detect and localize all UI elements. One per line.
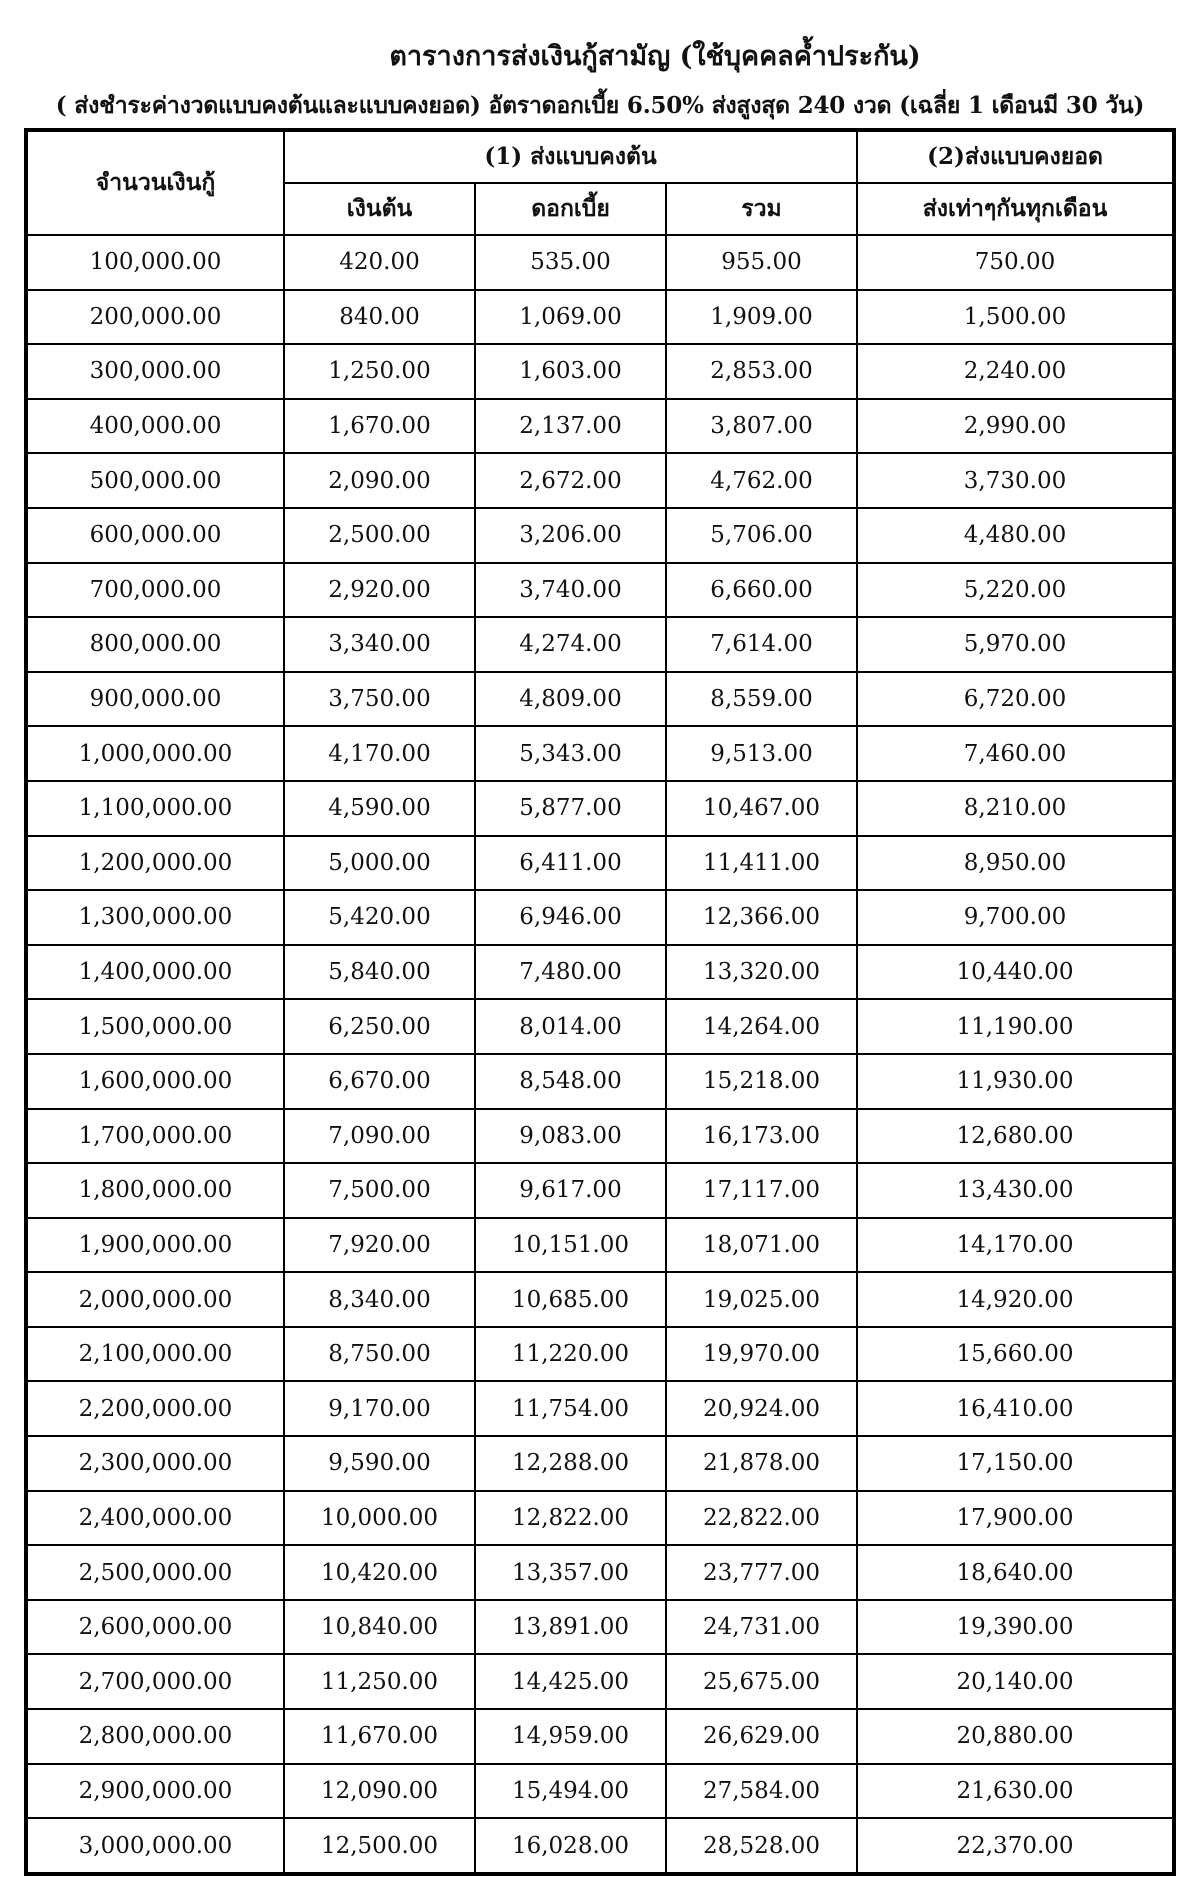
cell-equal-monthly: 8,950.00 — [857, 836, 1174, 891]
table-row — [26, 1436, 1174, 1491]
table-row — [26, 563, 1174, 618]
table-row — [26, 399, 1174, 454]
cell-amount: 2,000,000.00 — [26, 1272, 284, 1327]
cell-principal: 10,000.00 — [284, 1491, 475, 1546]
cell-equal-monthly: 12,680.00 — [857, 1109, 1174, 1164]
cell-total: 28,528.00 — [666, 1818, 857, 1874]
cell-total: 3,807.00 — [666, 399, 857, 454]
cell-amount: 2,100,000.00 — [26, 1327, 284, 1382]
cell-interest: 12,288.00 — [475, 1436, 666, 1491]
cell-amount: 800,000.00 — [26, 617, 284, 672]
cell-interest: 10,151.00 — [475, 1218, 666, 1273]
cell-equal-monthly: 9,700.00 — [857, 890, 1174, 945]
cell-interest: 5,343.00 — [475, 726, 666, 781]
table-header — [26, 130, 1174, 235]
cell-total: 6,660.00 — [666, 563, 857, 618]
cell-equal-monthly: 1,500.00 — [857, 290, 1174, 345]
cell-principal: 9,170.00 — [284, 1381, 475, 1436]
cell-equal-monthly: 17,150.00 — [857, 1436, 1174, 1491]
cell-amount: 2,300,000.00 — [26, 1436, 284, 1491]
cell-equal-monthly: 2,990.00 — [857, 399, 1174, 454]
cell-principal: 1,670.00 — [284, 399, 475, 454]
cell-amount: 1,500,000.00 — [26, 999, 284, 1054]
cell-interest: 4,274.00 — [475, 617, 666, 672]
cell-total: 7,614.00 — [666, 617, 857, 672]
cell-equal-monthly: 15,660.00 — [857, 1327, 1174, 1382]
cell-equal-monthly: 14,920.00 — [857, 1272, 1174, 1327]
cell-total: 13,320.00 — [666, 945, 857, 1000]
cell-equal-monthly: 2,240.00 — [857, 344, 1174, 399]
cell-equal-monthly: 11,190.00 — [857, 999, 1174, 1054]
cell-amount: 1,000,000.00 — [26, 726, 284, 781]
cell-amount: 2,200,000.00 — [26, 1381, 284, 1436]
cell-amount: 1,400,000.00 — [26, 945, 284, 1000]
cell-interest: 8,548.00 — [475, 1054, 666, 1109]
table-row — [26, 672, 1174, 727]
cell-amount: 2,600,000.00 — [26, 1600, 284, 1655]
cell-equal-monthly: 19,390.00 — [857, 1600, 1174, 1655]
cell-total: 1,909.00 — [666, 290, 857, 345]
table-row — [26, 508, 1174, 563]
cell-equal-monthly: 22,370.00 — [857, 1818, 1174, 1874]
cell-total: 4,762.00 — [666, 453, 857, 508]
cell-equal-monthly: 5,970.00 — [857, 617, 1174, 672]
table-body — [26, 235, 1174, 1874]
cell-total: 15,218.00 — [666, 1054, 857, 1109]
table-row — [26, 344, 1174, 399]
cell-interest: 7,480.00 — [475, 945, 666, 1000]
cell-equal-monthly: 14,170.00 — [857, 1218, 1174, 1273]
cell-amount: 600,000.00 — [26, 508, 284, 563]
header-amount: จำนวนเงินกู้ — [26, 130, 284, 235]
cell-interest: 8,014.00 — [475, 999, 666, 1054]
page-title: ตารางการส่งเงินกู้สามัญ (ใช้บุคคลค้ำประกัน) — [389, 41, 921, 72]
cell-total: 18,071.00 — [666, 1218, 857, 1273]
cell-equal-monthly: 8,210.00 — [857, 781, 1174, 836]
cell-total: 19,970.00 — [666, 1327, 857, 1382]
table-row — [26, 945, 1174, 1000]
cell-total: 23,777.00 — [666, 1545, 857, 1600]
cell-principal: 5,840.00 — [284, 945, 475, 1000]
cell-amount: 200,000.00 — [26, 290, 284, 345]
cell-principal: 11,250.00 — [284, 1654, 475, 1709]
cell-total: 27,584.00 — [666, 1764, 857, 1819]
cell-interest: 14,425.00 — [475, 1654, 666, 1709]
cell-principal: 6,250.00 — [284, 999, 475, 1054]
table-row — [26, 1764, 1174, 1819]
cell-principal: 5,420.00 — [284, 890, 475, 945]
header-group-fixed-installment: (2)ส่งแบบคงยอด — [857, 130, 1174, 183]
cell-interest: 5,877.00 — [475, 781, 666, 836]
table-row — [26, 1163, 1174, 1218]
cell-interest: 11,220.00 — [475, 1327, 666, 1382]
cell-principal: 7,500.00 — [284, 1163, 475, 1218]
table-row — [26, 1654, 1174, 1709]
cell-equal-monthly: 3,730.00 — [857, 453, 1174, 508]
table-row — [26, 999, 1174, 1054]
cell-amount: 2,700,000.00 — [26, 1654, 284, 1709]
cell-principal: 1,250.00 — [284, 344, 475, 399]
cell-interest: 6,411.00 — [475, 836, 666, 891]
cell-principal: 10,840.00 — [284, 1600, 475, 1655]
cell-interest: 12,822.00 — [475, 1491, 666, 1546]
table-row — [26, 1218, 1174, 1273]
cell-principal: 7,920.00 — [284, 1218, 475, 1273]
cell-interest: 14,959.00 — [475, 1709, 666, 1764]
cell-principal: 3,750.00 — [284, 672, 475, 727]
cell-interest: 13,891.00 — [475, 1600, 666, 1655]
cell-equal-monthly: 20,140.00 — [857, 1654, 1174, 1709]
cell-equal-monthly: 21,630.00 — [857, 1764, 1174, 1819]
cell-interest: 10,685.00 — [475, 1272, 666, 1327]
table-row — [26, 1545, 1174, 1600]
cell-equal-monthly: 17,900.00 — [857, 1491, 1174, 1546]
cell-total: 21,878.00 — [666, 1436, 857, 1491]
table-row — [26, 453, 1174, 508]
cell-total: 5,706.00 — [666, 508, 857, 563]
cell-principal: 2,500.00 — [284, 508, 475, 563]
header-equal-monthly: ส่งเท่าๆกันทุกเดือน — [857, 183, 1174, 235]
cell-interest: 535.00 — [475, 235, 666, 290]
cell-total: 19,025.00 — [666, 1272, 857, 1327]
cell-interest: 6,946.00 — [475, 890, 666, 945]
cell-total: 16,173.00 — [666, 1109, 857, 1164]
table-row — [26, 235, 1174, 290]
cell-amount: 1,900,000.00 — [26, 1218, 284, 1273]
cell-total: 22,822.00 — [666, 1491, 857, 1546]
cell-equal-monthly: 16,410.00 — [857, 1381, 1174, 1436]
cell-total: 955.00 — [666, 235, 857, 290]
cell-amount: 2,400,000.00 — [26, 1491, 284, 1546]
page-subtitle: ( ส่งชำระค่างวดแบบคงต้นและแบบคงยอด) อัตราดอกเบี้ย 6.50% ส่งสูงสุด 240 งวด (เฉลี่ย 1 เดือนมี 30 วัน) — [55, 92, 1145, 119]
cell-equal-monthly: 20,880.00 — [857, 1709, 1174, 1764]
cell-amount: 300,000.00 — [26, 344, 284, 399]
cell-principal: 5,000.00 — [284, 836, 475, 891]
table-row — [26, 1054, 1174, 1109]
header-total: รวม — [666, 183, 857, 235]
cell-amount: 3,000,000.00 — [26, 1818, 284, 1874]
table-row — [26, 1709, 1174, 1764]
cell-principal: 8,340.00 — [284, 1272, 475, 1327]
cell-principal: 11,670.00 — [284, 1709, 475, 1764]
cell-principal: 4,170.00 — [284, 726, 475, 781]
cell-principal: 2,090.00 — [284, 453, 475, 508]
table-row — [26, 1818, 1174, 1874]
cell-interest: 2,672.00 — [475, 453, 666, 508]
cell-total: 9,513.00 — [666, 726, 857, 781]
cell-amount: 2,500,000.00 — [26, 1545, 284, 1600]
table-row — [26, 617, 1174, 672]
table-row — [26, 1272, 1174, 1327]
cell-equal-monthly: 10,440.00 — [857, 945, 1174, 1000]
cell-interest: 2,137.00 — [475, 399, 666, 454]
table-row — [26, 1491, 1174, 1546]
table-row — [26, 290, 1174, 345]
cell-equal-monthly: 18,640.00 — [857, 1545, 1174, 1600]
table-row — [26, 1109, 1174, 1164]
cell-total: 8,559.00 — [666, 672, 857, 727]
cell-total: 24,731.00 — [666, 1600, 857, 1655]
cell-principal: 6,670.00 — [284, 1054, 475, 1109]
table-row — [26, 726, 1174, 781]
cell-amount: 900,000.00 — [26, 672, 284, 727]
cell-interest: 3,740.00 — [475, 563, 666, 618]
cell-principal: 840.00 — [284, 290, 475, 345]
cell-interest: 9,617.00 — [475, 1163, 666, 1218]
cell-principal: 2,920.00 — [284, 563, 475, 618]
cell-amount: 1,100,000.00 — [26, 781, 284, 836]
cell-amount: 1,200,000.00 — [26, 836, 284, 891]
cell-total: 12,366.00 — [666, 890, 857, 945]
cell-equal-monthly: 6,720.00 — [857, 672, 1174, 727]
cell-equal-monthly: 7,460.00 — [857, 726, 1174, 781]
cell-amount: 400,000.00 — [26, 399, 284, 454]
cell-total: 10,467.00 — [666, 781, 857, 836]
cell-principal: 9,590.00 — [284, 1436, 475, 1491]
table-row — [26, 781, 1174, 836]
cell-total: 11,411.00 — [666, 836, 857, 891]
cell-total: 14,264.00 — [666, 999, 857, 1054]
cell-total: 26,629.00 — [666, 1709, 857, 1764]
cell-principal: 7,090.00 — [284, 1109, 475, 1164]
cell-interest: 16,028.00 — [475, 1818, 666, 1874]
cell-interest: 1,069.00 — [475, 290, 666, 345]
header-group-fixed-principal: (1) ส่งแบบคงต้น — [284, 130, 857, 183]
cell-principal: 10,420.00 — [284, 1545, 475, 1600]
cell-interest: 11,754.00 — [475, 1381, 666, 1436]
cell-equal-monthly: 750.00 — [857, 235, 1174, 290]
cell-total: 20,924.00 — [666, 1381, 857, 1436]
cell-amount: 1,800,000.00 — [26, 1163, 284, 1218]
loan-table — [24, 128, 1176, 1876]
cell-interest: 4,809.00 — [475, 672, 666, 727]
cell-principal: 8,750.00 — [284, 1327, 475, 1382]
table-row — [26, 890, 1174, 945]
cell-total: 2,853.00 — [666, 344, 857, 399]
table-row — [26, 836, 1174, 891]
table-row — [26, 1381, 1174, 1436]
cell-equal-monthly: 5,220.00 — [857, 563, 1174, 618]
cell-equal-monthly: 4,480.00 — [857, 508, 1174, 563]
table-row — [26, 1327, 1174, 1382]
cell-principal: 3,340.00 — [284, 617, 475, 672]
cell-principal: 12,500.00 — [284, 1818, 475, 1874]
cell-principal: 4,590.00 — [284, 781, 475, 836]
cell-amount: 700,000.00 — [26, 563, 284, 618]
cell-interest: 13,357.00 — [475, 1545, 666, 1600]
cell-amount: 1,600,000.00 — [26, 1054, 284, 1109]
cell-principal: 12,090.00 — [284, 1764, 475, 1819]
cell-amount: 100,000.00 — [26, 235, 284, 290]
cell-equal-monthly: 13,430.00 — [857, 1163, 1174, 1218]
cell-principal: 420.00 — [284, 235, 475, 290]
cell-interest: 1,603.00 — [475, 344, 666, 399]
cell-interest: 9,083.00 — [475, 1109, 666, 1164]
cell-amount: 2,800,000.00 — [26, 1709, 284, 1764]
cell-equal-monthly: 11,930.00 — [857, 1054, 1174, 1109]
cell-amount: 2,900,000.00 — [26, 1764, 284, 1819]
cell-amount: 500,000.00 — [26, 453, 284, 508]
cell-interest: 3,206.00 — [475, 508, 666, 563]
cell-interest: 15,494.00 — [475, 1764, 666, 1819]
cell-amount: 1,300,000.00 — [26, 890, 284, 945]
header-interest: ดอกเบี้ย — [475, 183, 666, 235]
table-row — [26, 1600, 1174, 1655]
header-principal: เงินต้น — [284, 183, 475, 235]
cell-total: 25,675.00 — [666, 1654, 857, 1709]
cell-amount: 1,700,000.00 — [26, 1109, 284, 1164]
cell-total: 17,117.00 — [666, 1163, 857, 1218]
